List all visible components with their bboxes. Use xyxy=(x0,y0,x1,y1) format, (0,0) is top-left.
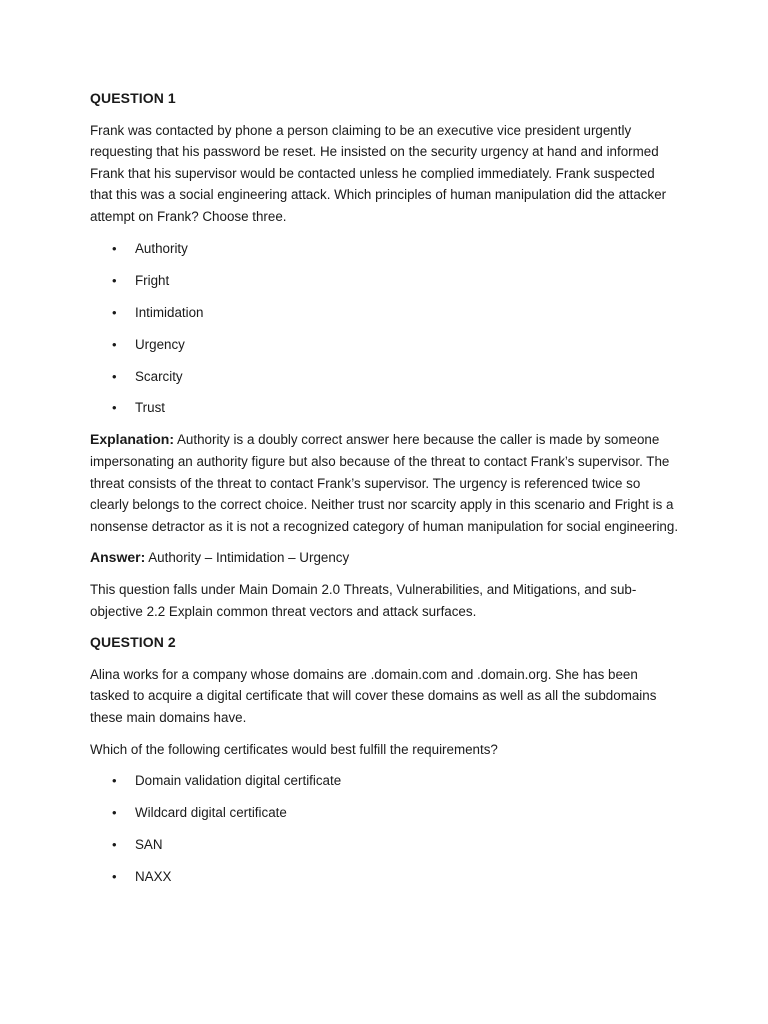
option-label: Domain validation digital certificate xyxy=(135,773,342,789)
bullet-icon: • xyxy=(112,773,117,789)
explanation-text: Authority is a doubly correct answer here because the caller is made by someone impersonating an authority figure but also because of the threat to contact Frank’s supervisor. The threat consists of the threat to contact Frank’s supervisor. The urgency is referenced twice so clearly belongs to the correct choice. Neither trust nor scarcity apply in this scenario and Fright is a nonsense detractor as it is not a recognized category of human manipulation for social engineering. xyxy=(90,432,679,534)
option-label: Authority xyxy=(135,240,188,256)
question-1-explanation xyxy=(90,429,680,537)
bullet-icon: • xyxy=(112,240,117,256)
option-label: SAN xyxy=(135,837,163,853)
bullet-icon: • xyxy=(112,336,117,352)
option-item xyxy=(90,770,680,792)
question-1-domain-note: This question falls under Main Domain 2.0 Threats, Vulnerabilities, and Mitigations, and sub-objective 2.2 Explain common threat vectors and attack surfaces. xyxy=(90,582,637,619)
question-2-prompt: Which of the following certificates would best fulfill the requirements? xyxy=(90,741,498,757)
bullet-icon: • xyxy=(112,805,117,821)
option-item xyxy=(90,834,680,856)
option-label: Scarcity xyxy=(135,368,183,384)
bullet-icon: • xyxy=(112,837,117,853)
option-item xyxy=(90,302,680,324)
answer-text: Authority – Intimidation – Urgency xyxy=(145,550,350,566)
option-label: Trust xyxy=(135,400,166,416)
question-1-stem: Frank was contacted by phone a person claiming to be an executive vice president urgently requesting that his password be reset. He insisted on the security urgency at hand and informed Frank that his supervisor would be contacted unless he complied immediately. Frank suspected that this was a social engineering attack. Which principles of human manipulation did the attacker attempt on Frank? Choose three. xyxy=(90,122,667,224)
option-item xyxy=(90,366,680,388)
answer-label: Answer: xyxy=(90,549,146,566)
bullet-icon: • xyxy=(112,400,117,416)
option-item xyxy=(90,270,680,292)
option-label: Urgency xyxy=(135,336,185,352)
question-1-heading: QUESTION 1 xyxy=(90,90,176,106)
option-label: Intimidation xyxy=(135,304,204,320)
option-item xyxy=(90,866,680,888)
question-1-answer xyxy=(90,547,680,569)
question-2-stem: Alina works for a company whose domains are .domain.com and .domain.org. She has been tasked to acquire a digital certificate that will cover these domains as well as all the subdomains these main domains have. xyxy=(90,666,657,725)
question-2-options xyxy=(90,770,680,888)
question-1-options xyxy=(90,238,680,420)
option-label: Fright xyxy=(135,272,170,288)
bullet-icon: • xyxy=(112,368,117,384)
option-item xyxy=(90,238,680,260)
explanation-label: Explanation: xyxy=(90,431,175,448)
option-label: NAXX xyxy=(135,869,172,885)
question-2-heading: QUESTION 2 xyxy=(90,634,176,651)
bullet-icon: • xyxy=(112,304,117,320)
document-page xyxy=(90,88,680,898)
bullet-icon: • xyxy=(112,869,117,885)
option-item xyxy=(90,802,680,824)
bullet-icon: • xyxy=(112,272,117,288)
option-label: Wildcard digital certificate xyxy=(135,805,287,821)
option-item xyxy=(90,397,680,419)
option-item xyxy=(90,334,680,356)
